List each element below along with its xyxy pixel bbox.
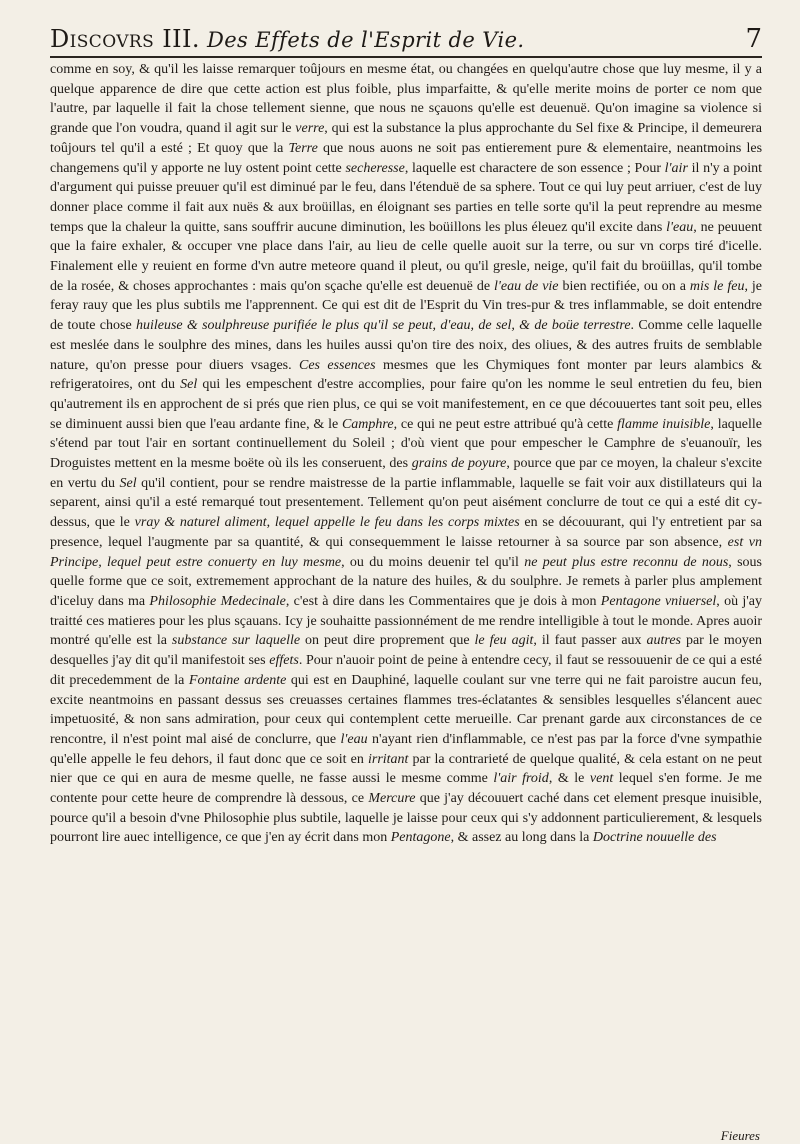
text-run: , ou du moins deuenir tel qu'il	[341, 554, 525, 570]
italic-run: Pentagone vniuersel	[600, 593, 717, 609]
text-run: on peut dire proprement que	[300, 633, 475, 649]
text-run: que j'ay découuert caché dans cet element presque inuisible, pource qu'il a besoin d'vne Philosophie plus subtile, laquelle je laisse pour ceux qui s'y addonnent particulierement, & lesquels pourront lire auec intelligence, ce que j'en ay écrit dans mon	[50, 791, 763, 846]
text-run: en se découurant, qui l'y entretient par sa presence, lequel l'augmente par sa quantité, & qui consequemment le laisse retourner à sa source par son absence,	[50, 515, 762, 550]
text-run: , c'est à dire dans les Commentaires que je dois à mon	[285, 593, 601, 609]
italic-run: l'air froid	[493, 771, 549, 787]
text-run: qu'il contient, pour se rendre maistresse de la partie inflammable, laquelle se fait voir aux distillateurs qui la separent, ainsi qu'il a esté remarqué tout presentement. Tellement qu'on peut aisément conclurre de tout ce qui a esté dit cy-dessus, que le	[50, 475, 762, 531]
text-run: , & assez au long dans la	[450, 830, 593, 846]
page-number: 7	[745, 24, 762, 54]
text-run: n'ayant rien d'inflammable, ce n'est pas par la force d'vne sympathie qu'elle appelle le feu dehors, il faut donc que ce soit en	[50, 731, 763, 767]
text-run: que nous auons ne soit pas entierement pure & elementaire, neantmoins les changemens qu'il y apporte ne luy ostent point cette	[50, 140, 763, 176]
italic-run: irritant	[367, 751, 409, 767]
italic-run: mis le feu	[689, 278, 745, 294]
text-run: , laquelle est charactere de son essence ; Pour	[404, 160, 665, 176]
italic-run: huileuse & soulphreuse purifiée le plus qu'il se peut, d'eau, de sel, & de boüe terrestre	[135, 318, 631, 334]
text-run: par le moyen desquelles j'ay dit qu'il manifestoit ses	[50, 633, 762, 669]
text-run: il n'y a point d'argument qui puisse preuuer qu'il est diminué par le feu, dans l'étenduë de sa sphere. Tout ce qui luy peut arriuer, c'est de luy donner place comme il fait aux nuës & aux broüillas, en éloignant ses parties en telle sorte qu'il la peut reprendre au mesme temps que la chaleur la quitte, sans souffrir aucune diminution, les boüillons les plus éleuez qu'il excite dans	[50, 160, 762, 235]
text-run: qui les empeschent d'estre accomplies, pour faire qu'on les nomme le seul entretien du feu, bien qu'autrement ils en approchent de si prés que rien plus, ce qui se voit manifestement, en ce que découuertes tant soit peu, elles se diminuent aussi bien que l'eau ardante fine, & le	[50, 377, 762, 432]
text-run: , ne peuuent que la faire exhaler, & occuper vne place dans l'air, au lieu de celle quelle auoit sur la terre, ou sur vn corps tiré d'icelle. Finalement elle y reuient en forme d'vn autre meteore quand il pleut, ou qu'il gresle, neige, qu'il fait du broüillas, qu'il tombe de la rosée, & choses approchantes : mais qu'on sçache qu'elle est deuenuë de	[50, 219, 763, 294]
text-run: , ce qui ne peut estre attribué qu'à cette	[393, 416, 618, 432]
text-run: , je feray rauy que les plus subtils me l'apprennent. Ce qui est dit de l'Esprit du Vin tres-pur & tres inflammable, se doit entendre de toute chose	[50, 278, 763, 334]
text-run: ,	[266, 515, 275, 531]
italic-run: effets	[269, 653, 299, 669]
italic-run: Sel	[180, 377, 198, 393]
italic-run: est vn Principe, lequel peut estre conuerty en luy mesme	[50, 534, 763, 570]
text-run: . Comme celle laquelle est meslée dans le soulphre des mines, dans les huiles aussi qu'on tire des noix, des oliues, & des autres fruits de semblable nature, qu'on presse pour diuers vsages.	[50, 318, 762, 373]
catchword: Fieures	[720, 1128, 760, 1143]
italic-run: Mercure	[368, 791, 416, 807]
italic-run: l'eau de vie	[494, 278, 559, 294]
italic-run: vray & naturel aliment	[134, 515, 267, 531]
text-run: mesmes que les Chymiques font monter par leurs alambics & refrigeratoires, ont du	[50, 357, 762, 393]
italic-run: Terre	[288, 140, 318, 156]
text-run: , laquelle s'étend par tout l'air en sortant continuellement du Soleil ; d'où vient que pour empescher le Camphre de s'euanouïr, les Droguistes mettent en la mesme boëte où ils les conseruent, des	[50, 416, 763, 472]
running-head-discourse: Discovrs III.	[50, 25, 200, 53]
italic-run: grains de poyure	[411, 456, 507, 472]
italic-run: ne peut plus estre reconnu de nous	[524, 554, 729, 570]
running-head-title: Des Effets de l'Esprit de Vie.	[206, 28, 525, 52]
body-paragraph	[50, 60, 762, 848]
italic-run: flamme inuisible	[617, 416, 711, 432]
italic-run: l'eau	[340, 731, 368, 747]
italic-run: Ces essences	[298, 357, 376, 373]
italic-run: vent	[589, 771, 614, 787]
text-run: , qui est la substance la plus approchante du Sel fixe & Principe, il demeurera toûjours tel qu'il a esté ; Et quoy que la	[50, 121, 762, 156]
text-run: bien rectifiée, ou on a	[558, 278, 690, 294]
text-run: , pource que par ce moyen, la chaleur s'excite en vertu du	[50, 456, 762, 491]
running-head	[50, 27, 524, 56]
italic-run: Pentagone	[390, 830, 451, 846]
text-run: lequel s'en forme. Je me contente pour cette heure de comprendre là dessous, ce	[50, 771, 762, 807]
italic-run: l'air	[664, 160, 688, 176]
italic-run: autres	[646, 633, 681, 649]
italic-run: lequel appelle le feu dans les corps mixtes	[274, 515, 520, 531]
italic-run: substance sur laquelle	[171, 633, 301, 649]
italic-run: secheresse	[345, 160, 405, 176]
italic-run: Philosophie Medecinale	[149, 593, 286, 609]
text-run: , où j'ay traitté ces matieres pour les plus sçauans. Icy je souhaitte passionnément de me rendre intelligible à tout le monde. Apres auoir montré qu'elle est la	[50, 593, 762, 649]
text-run: , & le	[548, 771, 590, 787]
text-run: , sous quelle forme que ce soit, extremement approchant de la nature des huiles, & du soulphre. Je remets à parler plus amplement d'iceluy dans ma	[50, 554, 762, 609]
italic-run: Camphre	[341, 416, 394, 432]
text-run: qui est en Dauphiné, laquelle coulant sur vne terre qui ne fait paroistre aucun feu, excite neantmoins en passant dessus ses creuasses certaines flammes tres-éclatantes & sensibles lesquelles s'élancent auec impetuosité, & non sans admiration, pour ceux qui contemplent cette merueille. Car prenant garde aux circonstances de ce rencontre, il n'est point mal aisé de conclurre, que	[50, 672, 763, 747]
italic-run: Fontaine ardente	[188, 672, 287, 688]
text-run: . Pour n'auoir point de peine à entendre cecy, il faut se ressouuenir de ce qui a esté dit precedemment de la	[50, 653, 762, 688]
italic-run: verre	[295, 121, 325, 137]
italic-run: Sel	[119, 475, 137, 491]
page-header	[50, 16, 762, 58]
italic-run: le feu agit	[474, 633, 534, 649]
text-run: par la contrarieté de quelque qualité, & cela estant on ne peut nier que ce qui en aura de mesme quelle, ne fasse aussi le mesme comme	[50, 751, 762, 787]
text-run: , il faut passer aux	[533, 633, 647, 649]
text-run: comme en soy, & qu'il les laisse remarquer toûjours en mesme état, ou changées en quelqu'autre chose que luy mesme, il y a quelque apparence de dire que cette action est plus foible, plus imparfaitte, & qu'elle merite moins de porter ce nom que l'autre, par laquelle il fait la chose tellement sienne, que nous ne sçauons qu'elle est deuenuë. Qu'on imagine sa violence si grande que l'on voudra, quand il agit sur le	[50, 62, 762, 137]
italic-run: l'eau	[666, 219, 694, 235]
italic-run: Doctrine nouuelle des	[592, 830, 717, 846]
